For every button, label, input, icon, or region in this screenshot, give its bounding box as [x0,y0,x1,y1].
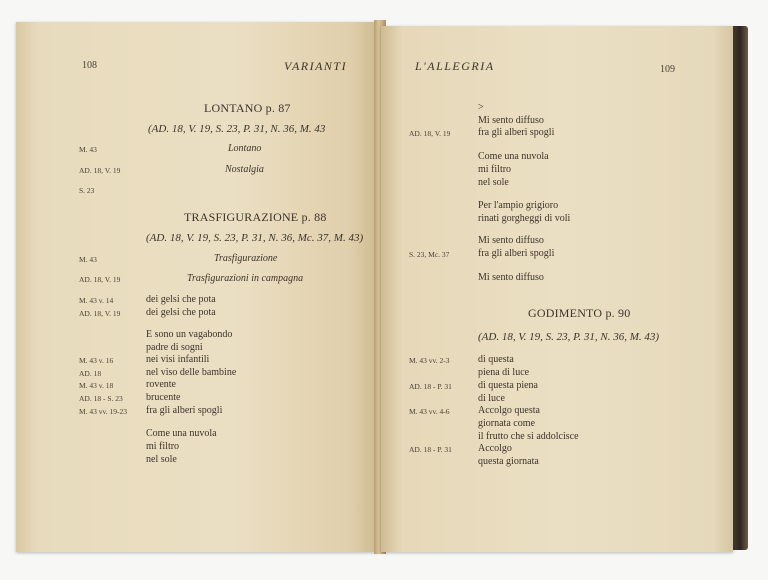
verse-line: Per l'ampio grigioro [478,200,559,211]
verse-line: Mi sento diffuso [478,272,544,283]
source-list: (AD. 18, V. 19, S. 23, P. 31, N. 36, M. 43) [478,331,660,343]
verse-line: fra gli alberi spogli [478,127,555,138]
verse-line: nel viso delle bambine [146,367,237,378]
verse-line: dei gelsi che pota [146,294,216,305]
verse-line: E sono un vagabondo [146,329,233,340]
variant-margin: M. 43 v. 14 [79,296,114,305]
variant-margin: AD. 18 - P. 31 [409,445,452,454]
verse-line: nei visi infantili [146,354,210,365]
source-list: (AD. 18, V. 19, S. 23, P. 31, N. 36, Mc. 37, M. 43) [146,232,364,244]
verse-line: Come una nuvola [146,428,217,439]
variant-margin: M. 43 [79,145,97,154]
verse-line: padre di sogni [146,342,203,353]
verse-line: > [478,102,484,113]
section-heading: LONTANO p. 87 [204,101,291,115]
verse-line: di questa piena [478,380,538,391]
verse-line: mi filtro [478,164,512,175]
variant-margin: S. 23, Mc. 37 [409,250,450,259]
variant-title: Trasfigurazioni in campagna [187,273,304,284]
verse-line: di questa [478,354,514,365]
variant-title: Lontano [228,143,262,154]
right-page [381,26,733,552]
running-head: VARIANTI [284,59,348,73]
source-list: (AD. 18, V. 19, S. 23, P. 31, N. 36, M. 43 [148,123,326,135]
verse-line: Accolgo questa [478,405,540,416]
verse-line: Accolgo [478,443,512,454]
variant-title: Nostalgia [225,164,264,175]
variant-margin: M. 43 v. 16 [79,356,114,365]
verse-line: mi filtro [146,441,180,452]
variant-title: Trasfigurazione [214,253,278,264]
verse-line: rovente [146,379,176,390]
section-heading: TRASFIGURAZIONE p. 88 [184,210,327,224]
page-number: 108 [82,60,97,71]
variant-margin: S. 23 [79,186,95,195]
running-head: L'ALLEGRIA [415,59,495,73]
verse-line: giornata come [478,418,535,429]
verse-line: Mi sento diffuso [478,115,544,126]
section-heading: GODIMENTO p. 90 [528,306,631,320]
variant-margin: AD. 18 [79,369,102,378]
verse-line: nel sole [146,454,177,465]
page-number: 109 [660,64,675,75]
verse-line: il frutto che si addolcisce [478,431,579,442]
verse-line: di luce [478,393,505,404]
variant-margin: M. 43 vv. 4-6 [409,407,450,416]
variant-margin: AD. 18, V. 19 [79,275,121,284]
variant-margin: AD. 18 - S. 23 [79,394,123,403]
variant-margin: M. 43 vv. 19-23 [79,407,128,416]
verse-line: questa giornata [478,456,539,467]
variant-margin: AD. 18, V. 19 [409,129,451,138]
verse-line: fra gli alberi spogli [478,248,555,259]
verse-line: brucente [146,392,181,403]
verse-line: nel sole [478,177,509,188]
variant-margin: AD. 18, V. 19 [79,309,121,318]
verse-line: Come una nuvola [478,151,549,162]
variant-margin: AD. 18 - P. 31 [409,382,452,391]
left-page [16,22,379,552]
verse-line: Mi sento diffuso [478,235,544,246]
variant-margin: M. 43 [79,255,97,264]
verse-line: fra gli alberi spogli [146,405,223,416]
variant-margin: M. 43 v. 18 [79,381,114,390]
variant-margin: M. 43 vv. 2-3 [409,356,450,365]
verse-line: piena di luce [478,367,530,378]
verse-line: rinati gorgheggi di voli [478,213,571,224]
variant-margin: AD. 18, V. 19 [79,166,121,175]
verse-line: dei gelsi che pota [146,307,216,318]
